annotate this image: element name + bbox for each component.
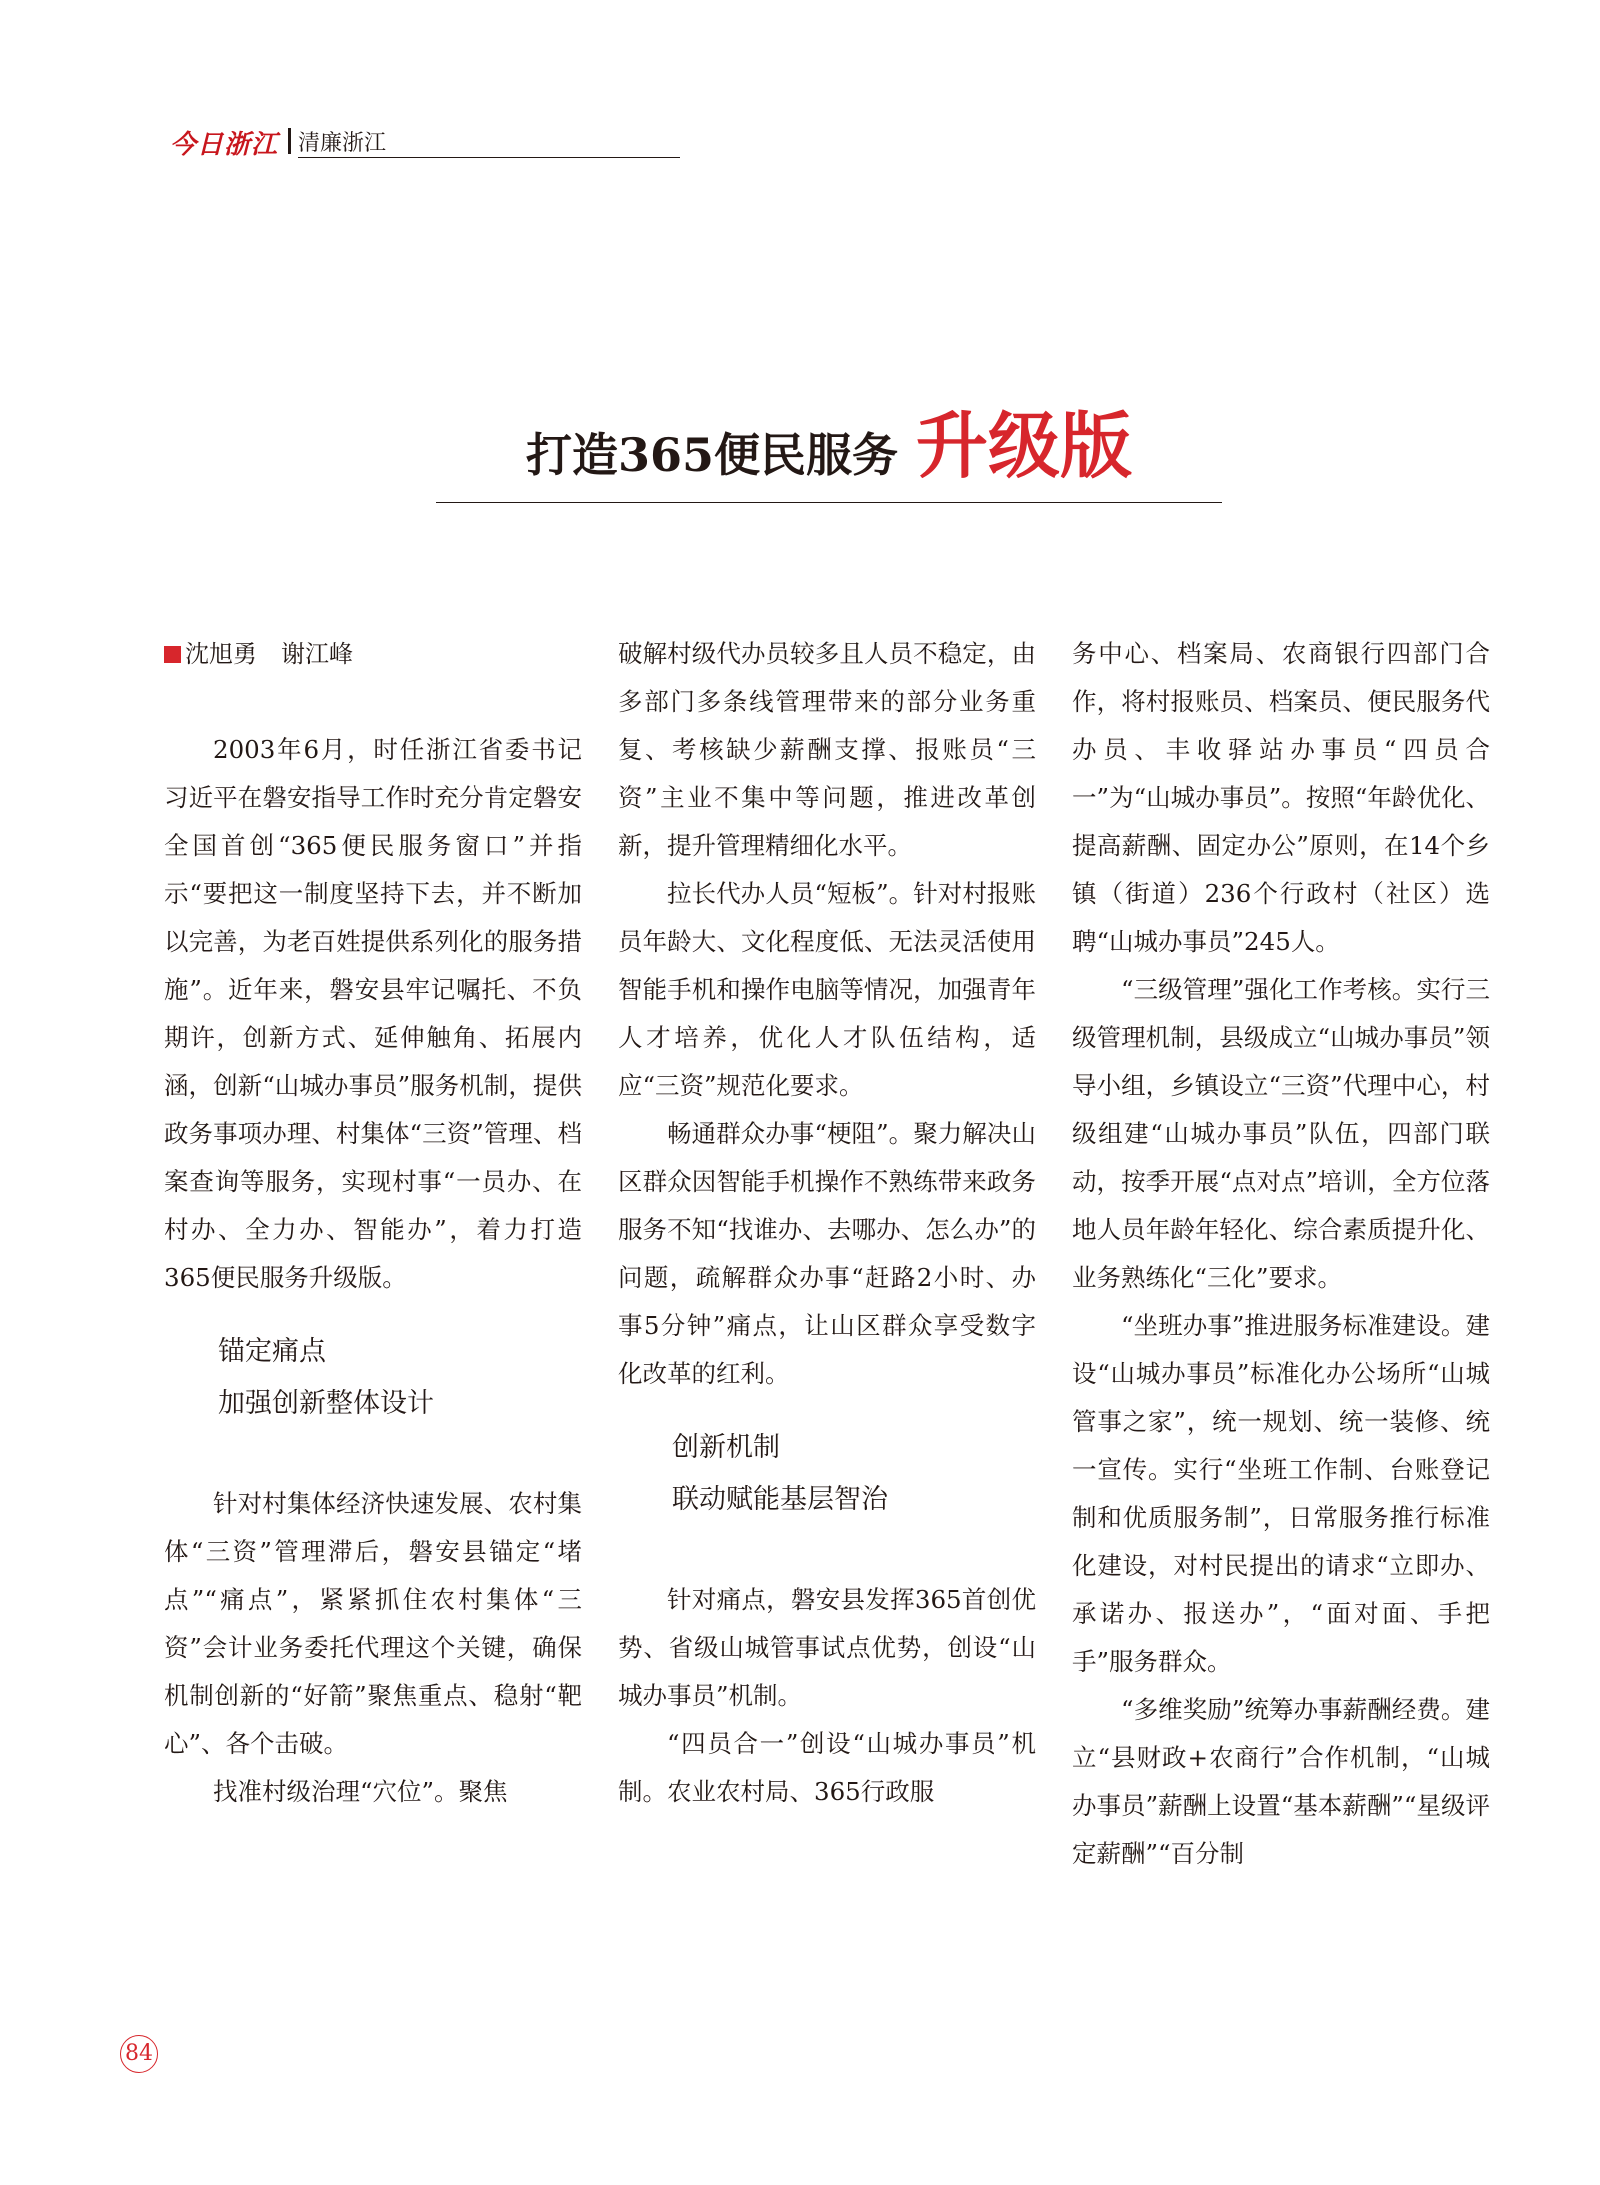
section-heading-1 xyxy=(164,1326,582,1430)
heading-line: 创新机制 xyxy=(672,1432,780,1463)
paragraph: 2003年6月，时任浙江省委书记习近平在磐安指导工作时充分肯定磐安全国首创“365便民服务窗口”并指示“要把这一制度坚持下去，并不断加以完善，为老百姓提供系列化的服务措施”。近年来，磐安县牢记嘱托、不负期许，创新方式、延伸触角、拓展内涵，创新“山城办事员”服务机制，提供政务事项办理、村集体“三资”管理、档案查询等服务，实现村事“一员办、在村办、全力办、智能办”，着力打造365便民服务升级版。 xyxy=(164,735,582,1292)
paragraph: 务中心、档案局、农商银行四部门合作，将村报账员、档案员、便民服务代办员、丰收驿站办事员“四员合一”为“山城办事员”。按照“年龄优化、提高薪酬、固定办公”原则，在14个乡镇（街道）236个行政村（社区）选聘“山城办事员”245人。 xyxy=(1072,639,1490,956)
title-main: 打造365便民服务 xyxy=(525,428,898,482)
paragraph: “四员合一”创设“山城办事员”机制。农业农村局、365行政服 xyxy=(618,1729,1036,1806)
masthead-rule xyxy=(298,157,680,158)
paragraph: 拉长代办人员“短板”。针对村报账员年龄大、文化程度低、无法灵活使用智能手机和操作电脑等情况，加强青年人才培养，优化人才队伍结构，适应“三资”规范化要求。 xyxy=(618,879,1036,1100)
author-names: 沈旭勇 谢江峰 xyxy=(185,640,353,668)
column-3 xyxy=(1072,630,1490,1878)
paragraph: 针对痛点，磐安县发挥365首创优势、省级山城管事试点优势，创设“山城办事员”机制。 xyxy=(618,1585,1036,1710)
page-number: 84 xyxy=(120,2035,158,2073)
title-rule xyxy=(436,502,1222,503)
heading-line: 联动赋能基层智治 xyxy=(672,1484,888,1515)
paragraph: 针对村集体经济快速发展、农村集体“三资”管理滞后，磐安县锚定“堵点”“痛点”，紧紧抓住农村集体“三资”会计业务委托代理这个关键，确保机制创新的“好箭”聚焦重点、稳射“靶心”、各个击破。 xyxy=(164,1489,582,1758)
paragraph: “坐班办事”推进服务标准建设。建设“山城办事员”标准化办公场所“山城管事之家”，统一规划、统一装修、统一宣传。实行“坐班工作制、台账登记制和优质服务制”，日常服务推行标准化建设，对村民提出的请求“立即办、承诺办、报送办”，“面对面、手把手”服务群众。 xyxy=(1072,1311,1490,1676)
paragraph: 畅通群众办事“梗阻”。聚力解决山区群众因智能手机操作不熟练带来政务服务不知“找谁办、去哪办、怎么办”的问题，疏解群众办事“赶路2小时、办事5分钟”痛点，让山区群众享受数字化改革的红利。 xyxy=(618,1119,1036,1388)
spacer xyxy=(164,678,582,726)
byline xyxy=(164,630,582,678)
heading-line: 锚定痛点 xyxy=(218,1336,326,1367)
section-label: 清廉浙江 xyxy=(298,131,387,156)
section-heading-2 xyxy=(618,1422,1036,1526)
title-accent: 升级版 xyxy=(916,404,1133,488)
paragraph: 找准村级治理“穴位”。聚焦 xyxy=(213,1777,508,1806)
paragraph: 破解村级代办员较多且人员不稳定，由多部门多条线管理带来的部分业务重复、考核缺少薪酬支撑、报账员“三资”主业不集中等问题，推进改革创新，提升管理精细化水平。 xyxy=(618,639,1036,860)
masthead xyxy=(170,124,510,164)
article-title xyxy=(436,388,1222,508)
masthead-divider xyxy=(288,128,291,154)
column-1 xyxy=(164,630,582,1816)
magazine-logo: 今日浙江 xyxy=(170,130,279,160)
paragraph: “多维奖励”统筹办事薪酬经费。建立“县财政+农商行”合作机制，“山城办事员”薪酬上设置“基本薪酬”“星级评定薪酬”“百分制 xyxy=(1072,1695,1490,1868)
byline-marker xyxy=(164,646,181,663)
heading-line: 加强创新整体设计 xyxy=(218,1388,434,1419)
column-2 xyxy=(618,630,1036,1816)
paragraph: “三级管理”强化工作考核。实行三级管理机制，县级成立“山城办事员”领导小组，乡镇设立“三资”代理中心，村级组建“山城办事员”队伍，四部门联动，按季开展“点对点”培训，全方位落地人员年龄年轻化、综合素质提升化、业务熟练化“三化”要求。 xyxy=(1072,975,1490,1292)
